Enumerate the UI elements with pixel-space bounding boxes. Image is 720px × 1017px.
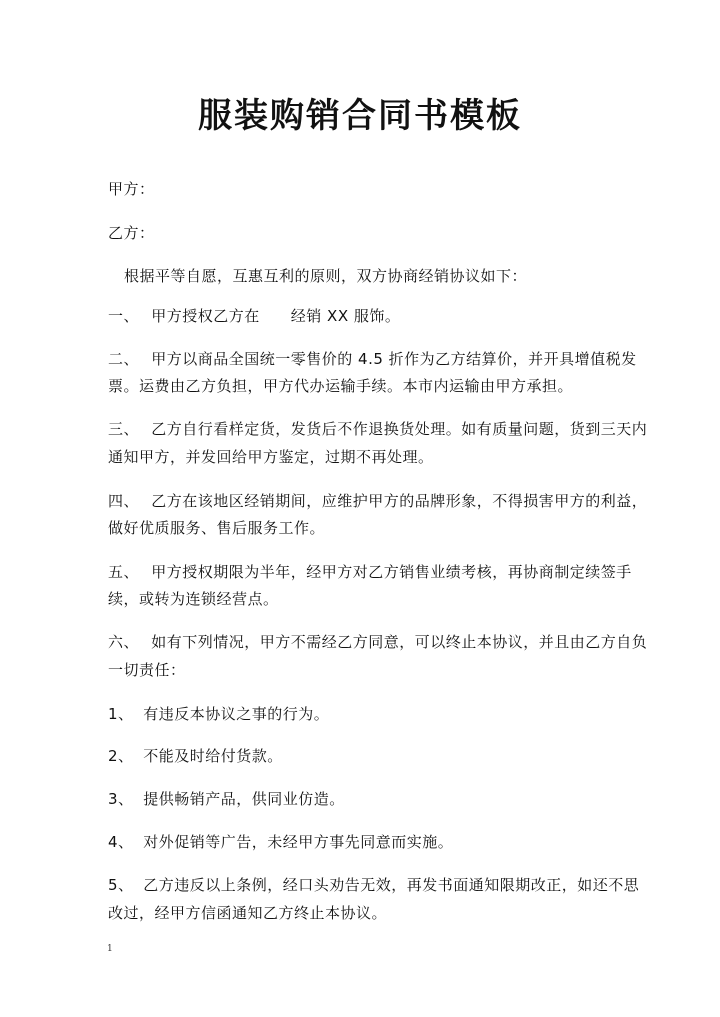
sub-item-label: 1、 <box>108 705 134 723</box>
sub-item-2 <box>108 745 283 766</box>
clause-label: 四、 <box>108 492 140 510</box>
clause-label: 五、 <box>108 563 140 581</box>
clause-6 <box>108 631 647 652</box>
clause-6-continuation: 一切责任： <box>108 661 186 679</box>
document-title: 服装购销合同书模板 <box>198 96 522 136</box>
sub-item-label: 5、 <box>108 876 134 894</box>
clause-text: 乙方在该地区经销期间，应维护甲方的品牌形象，不得损害甲方的利益， <box>151 492 648 510</box>
sub-item-label: 3、 <box>108 790 134 808</box>
sub-item-1 <box>108 703 329 724</box>
sub-item-5 <box>108 874 639 895</box>
clause-3 <box>108 418 647 439</box>
clause-4 <box>108 490 647 511</box>
party-a-label: 甲方： <box>108 180 155 198</box>
clause-2-continuation: 票。运费由乙方负担，甲方代办运输手续。本市内运输由甲方承担。 <box>108 377 574 395</box>
sub-item-label: 2、 <box>108 747 134 765</box>
clause-label: 三、 <box>108 420 140 438</box>
sub-item-label: 4、 <box>108 833 134 851</box>
clause-4-continuation: 做好优质服务、售后服务工作。 <box>108 519 326 537</box>
party-b-label: 乙方： <box>108 224 155 242</box>
clause-text: 乙方自行看样定货，发货后不作退换货处理。如有质量问题，货到三天内 <box>151 420 648 438</box>
sub-item-text: 不能及时给付货款。 <box>143 747 283 765</box>
clause-label: 一、 <box>108 307 140 325</box>
clause-text: 甲方授权乙方在 经销 XX 服饰。 <box>151 307 401 325</box>
sub-item-3 <box>108 788 345 809</box>
clause-3-continuation: 通知甲方，并发回给甲方鉴定，过期不再处理。 <box>108 448 434 466</box>
sub-item-4 <box>108 831 453 852</box>
clause-5 <box>108 561 632 582</box>
clause-5-continuation: 续，或转为连锁经营点。 <box>108 590 279 608</box>
sub-item-5-continuation: 改过，经甲方信函通知乙方终止本协议。 <box>108 904 388 922</box>
clause-label: 六、 <box>108 633 140 651</box>
intro-paragraph: 根据平等自愿，互惠互利的原则，双方协商经销协议如下： <box>124 267 528 285</box>
clause-text: 甲方授权期限为半年，经甲方对乙方销售业绩考核，再协商制定续签手 <box>151 563 632 581</box>
clause-label: 二、 <box>108 350 140 368</box>
clause-text: 如有下列情况，甲方不需经乙方同意，可以终止本协议，并且由乙方自负 <box>151 633 648 651</box>
sub-item-text: 乙方违反以上条例，经口头劝告无效，再发书面通知限期改正，如还不思 <box>143 876 640 894</box>
clause-1 <box>108 305 400 326</box>
sub-item-text: 有违反本协议之事的行为。 <box>143 705 330 723</box>
page-number: 1 <box>107 944 113 954</box>
clause-2 <box>108 348 637 369</box>
sub-item-text: 提供畅销产品，供同业仿造。 <box>143 790 345 808</box>
clause-text: 甲方以商品全国统一零售价的 4.5 折作为乙方结算价，并开具增值税发 <box>151 350 637 368</box>
sub-item-text: 对外促销等广告，未经甲方事先同意而实施。 <box>143 833 454 851</box>
